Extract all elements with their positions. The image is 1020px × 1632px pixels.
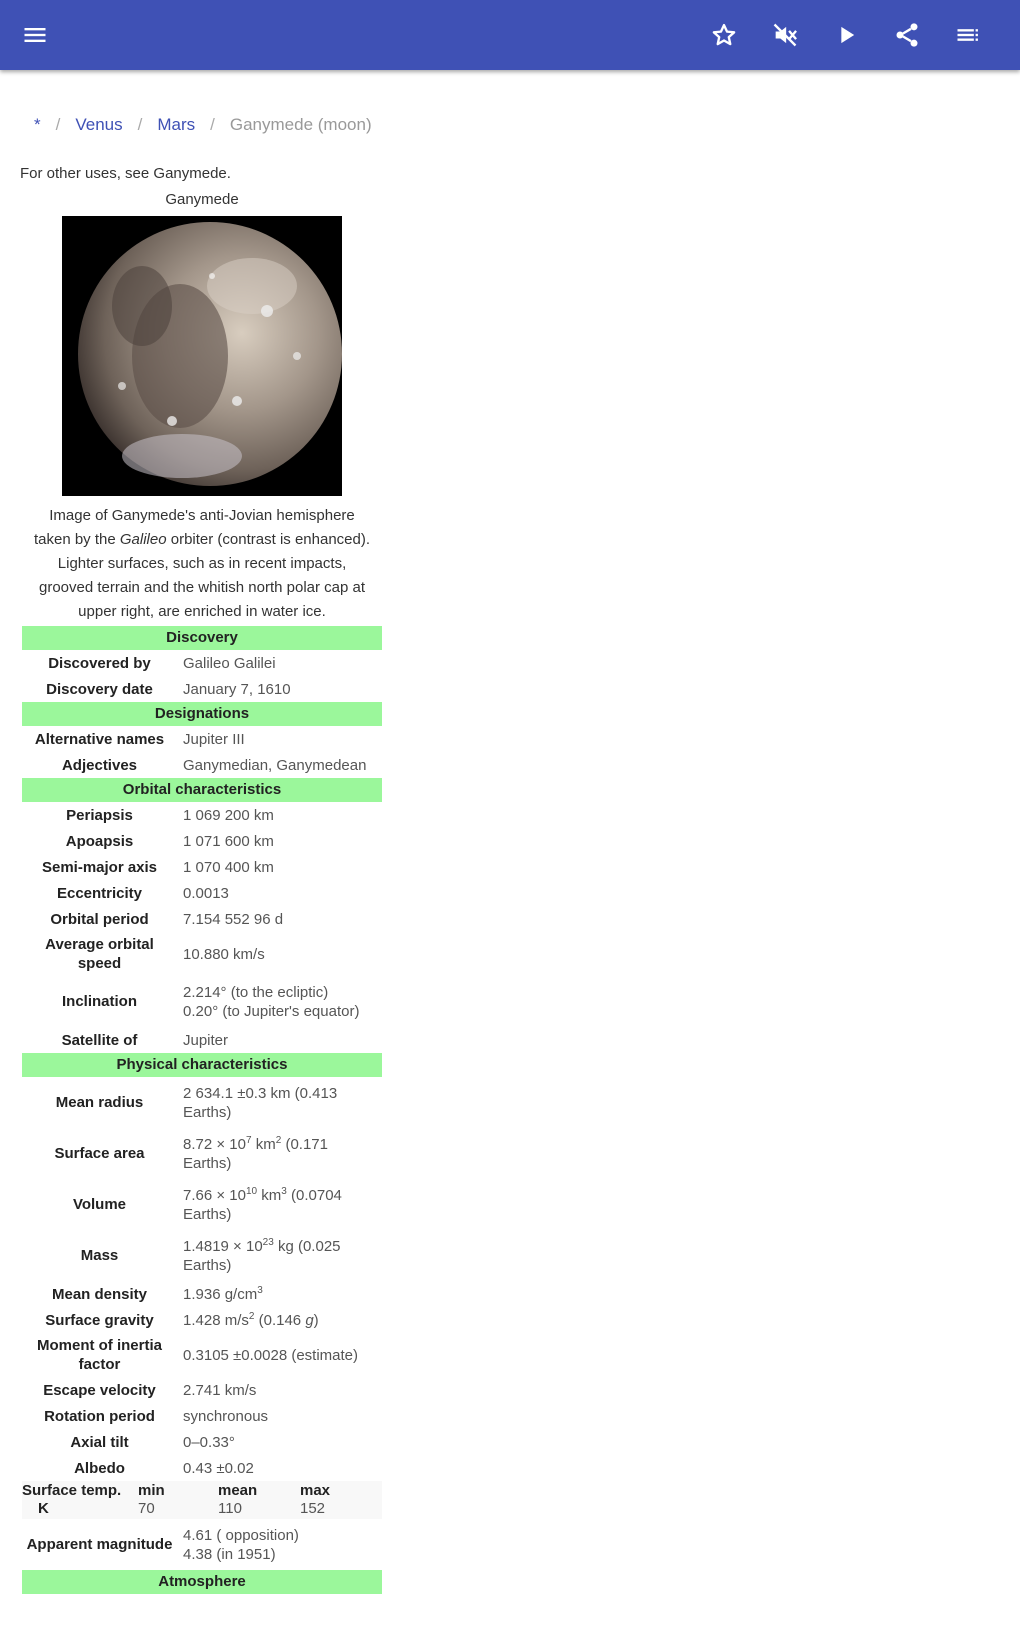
row-value [177, 976, 382, 1027]
breadcrumb-current: Ganymede (moon) [229, 115, 372, 134]
row-value[interactable]: Jupiter [183, 1031, 229, 1049]
table-row [22, 726, 382, 752]
table-row [22, 1077, 382, 1128]
row-value: 0–0.33° [183, 1433, 235, 1451]
value-exponent: 7 [245, 1134, 252, 1146]
unit-exponent: 2 [248, 1310, 255, 1322]
value-unit: km [251, 1135, 276, 1153]
temp-max-header: max [300, 1482, 331, 1499]
infobox-table [22, 626, 382, 1594]
row-label: Alternative names [34, 730, 165, 748]
row-value: Jupiter III [183, 730, 245, 748]
value-base: 1.4819 × 10 [183, 1237, 263, 1255]
breadcrumb-separator: / [137, 115, 143, 134]
table-row [22, 1403, 382, 1429]
value-base: 8.72 × 10 [183, 1135, 246, 1153]
table-row [22, 1455, 382, 1481]
row-label[interactable]: Rotation period [44, 1407, 155, 1425]
temp-mean-value: 110 [218, 1500, 242, 1517]
temp-min-col [138, 1482, 218, 1518]
surface-temp-label[interactable]: Surface temp. [22, 1482, 122, 1499]
kelvin-label[interactable]: K [38, 1500, 49, 1517]
breadcrumb [34, 115, 372, 135]
section-header [22, 1053, 382, 1077]
row-label[interactable]: Albedo [74, 1459, 125, 1477]
breadcrumb-mars[interactable]: Mars [157, 115, 196, 134]
section-header [22, 626, 382, 650]
inclination-equator: 0.20° (to Jupiter's equator) [183, 1002, 360, 1020]
value-rest: (0.0704 Earths) [183, 1186, 342, 1223]
value-rest: kg (0.025 Earths) [183, 1237, 341, 1274]
table-row [22, 1281, 382, 1307]
row-label: Discovered by [48, 654, 151, 672]
temp-min-value: 70 [138, 1500, 155, 1517]
infobox [22, 188, 382, 1594]
share-icon[interactable] [887, 15, 927, 55]
surface-temperature-row [22, 1481, 382, 1519]
value-exponent: 23 [262, 1236, 274, 1248]
table-row [22, 676, 382, 702]
value-rest: (0.171 Earths) [183, 1135, 328, 1172]
row-label[interactable]: Semi-major axis [41, 858, 158, 876]
temp-mean-header: mean [218, 1482, 258, 1499]
row-label: Apoapsis [65, 832, 134, 850]
row-label[interactable]: Escape velocity [43, 1381, 156, 1399]
row-label[interactable]: Satellite of [61, 1031, 138, 1049]
value-rest: (0.146 [254, 1311, 306, 1329]
table-row [22, 1128, 382, 1179]
row-value: Ganymedian, Ganymedean [183, 756, 367, 774]
value-unit: km [257, 1186, 282, 1204]
value-base: 7.66 × 10 [183, 1186, 246, 1204]
row-label[interactable]: Inclination [62, 993, 137, 1010]
menu-icon[interactable] [15, 15, 55, 55]
table-row [22, 906, 382, 932]
row-value: 7.154 552 96 d [183, 910, 284, 928]
row-value: 2.741 km/s [183, 1381, 257, 1399]
value-base: 1.428 m/s [183, 1311, 249, 1329]
table-row [22, 752, 382, 778]
table-row [22, 1429, 382, 1455]
table-row [22, 880, 382, 906]
table-row [22, 802, 382, 828]
row-label[interactable]: Axial tilt [70, 1433, 129, 1451]
section-discovery: Discovery [22, 626, 382, 650]
row-value [177, 1307, 382, 1333]
section-orbital: Orbital characteristics [22, 778, 382, 802]
hatnote: For other uses, see Ganymede. [20, 165, 231, 182]
table-of-contents-icon[interactable] [948, 15, 988, 55]
magnitude-opposition: 4.61 ( opposition) [183, 1526, 299, 1544]
section-header [22, 702, 382, 726]
table-row [22, 650, 382, 676]
row-label: Adjectives [61, 756, 138, 774]
row-value: January 7, 1610 [183, 680, 291, 698]
ganymede-moon-illustration [62, 216, 342, 496]
app-bar [0, 0, 1020, 70]
table-row [22, 854, 382, 880]
caption-text: orbiter (contrast is enhanced). Lighter surfaces, such as in recent impacts, grooved terrain and the whitish north polar cap at upper right, are enriched in water ice. [38, 531, 371, 620]
value-exponent: 10 [245, 1185, 258, 1197]
value-rest: ) [313, 1311, 319, 1329]
unit-exponent: 3 [281, 1185, 287, 1197]
row-label: Discovery date [46, 680, 153, 698]
table-row [22, 1519, 382, 1570]
surface-temperature-grid [22, 1482, 382, 1518]
temp-mean-col [218, 1482, 300, 1518]
section-designations: Designations [22, 702, 382, 726]
inclination-ecliptic: 2.214° (to the ecliptic) [183, 983, 329, 1001]
row-value: 2 634.1 ±0.3 km (0.413 Earths) [183, 1084, 338, 1121]
table-row [22, 976, 382, 1027]
row-value[interactable]: synchronous [183, 1407, 269, 1425]
surface-temperature-cell [22, 1481, 382, 1519]
row-label[interactable]: Orbital period [50, 910, 149, 928]
play-icon[interactable] [826, 15, 866, 55]
surface-temperature-label [22, 1482, 138, 1518]
table-row [22, 1027, 382, 1053]
row-value: 10.880 km/s [183, 945, 265, 963]
row-label[interactable]: Surface gravity [45, 1311, 154, 1329]
breadcrumb-home[interactable]: * [34, 115, 41, 134]
row-value [177, 1281, 382, 1307]
table-row [22, 1307, 382, 1333]
table-row [22, 1179, 382, 1230]
table-row [22, 1377, 382, 1403]
row-value [177, 1128, 382, 1179]
infobox-title: Ganymede [165, 191, 239, 208]
breadcrumb-separator: / [55, 115, 61, 134]
unit-exponent: 3 [257, 1284, 263, 1296]
caption-text: Image of Ganymede's anti-Jovian hemisphere taken by the [33, 507, 355, 548]
row-label: Mass [80, 1247, 119, 1264]
row-label: Surface area [54, 1145, 145, 1162]
row-label: Periapsis [66, 806, 133, 824]
row-value: 1 070 400 km [183, 858, 274, 876]
table-row [22, 932, 382, 976]
temp-min-header: min [138, 1482, 165, 1499]
section-physical: Physical characteristics [22, 1053, 382, 1077]
row-label[interactable]: Mean density [51, 1285, 148, 1303]
row-label[interactable]: Apparent magnitude [26, 1536, 173, 1553]
row-label[interactable]: Average orbital speed [45, 936, 154, 972]
row-value: 1 071 600 km [183, 832, 274, 850]
row-label[interactable]: Moment of inertia factor [36, 1337, 162, 1373]
table-row [22, 1230, 382, 1281]
row-value: 1 069 200 km [183, 806, 274, 824]
g-force-link[interactable]: g [305, 1311, 314, 1329]
row-value: 0.0013 [183, 884, 229, 902]
row-value [177, 1519, 382, 1570]
star-bookmark-icon[interactable] [704, 15, 744, 55]
breadcrumb-separator: / [210, 115, 215, 134]
row-value [177, 1230, 382, 1281]
section-header [22, 1570, 382, 1594]
row-label: Volume [72, 1196, 127, 1213]
row-value [177, 1179, 382, 1230]
row-label[interactable]: Mean radius [55, 1094, 144, 1111]
section-header [22, 778, 382, 802]
volume-off-icon[interactable] [765, 15, 805, 55]
table-row [22, 1333, 382, 1377]
temp-max-col [300, 1482, 380, 1518]
breadcrumb-venus[interactable]: Venus [75, 115, 123, 134]
row-value: 0.3105 ±0.0028 (estimate) [183, 1346, 359, 1364]
row-value: 0.43 ±0.02 [183, 1459, 254, 1477]
value-base: 1.936 g/cm [183, 1285, 258, 1303]
infobox-caption [22, 504, 382, 624]
row-label[interactable]: Eccentricity [56, 884, 143, 902]
row-value[interactable]: Galileo Galilei [183, 654, 276, 672]
magnitude-1951: 4.38 (in 1951) [183, 1545, 276, 1563]
caption-italic[interactable]: Galileo [119, 531, 167, 548]
section-atmosphere: Atmosphere [22, 1570, 382, 1594]
unit-exponent: 2 [275, 1134, 282, 1146]
ganymede-image[interactable] [62, 216, 342, 496]
temp-max-value: 152 [300, 1500, 326, 1517]
table-row [22, 828, 382, 854]
